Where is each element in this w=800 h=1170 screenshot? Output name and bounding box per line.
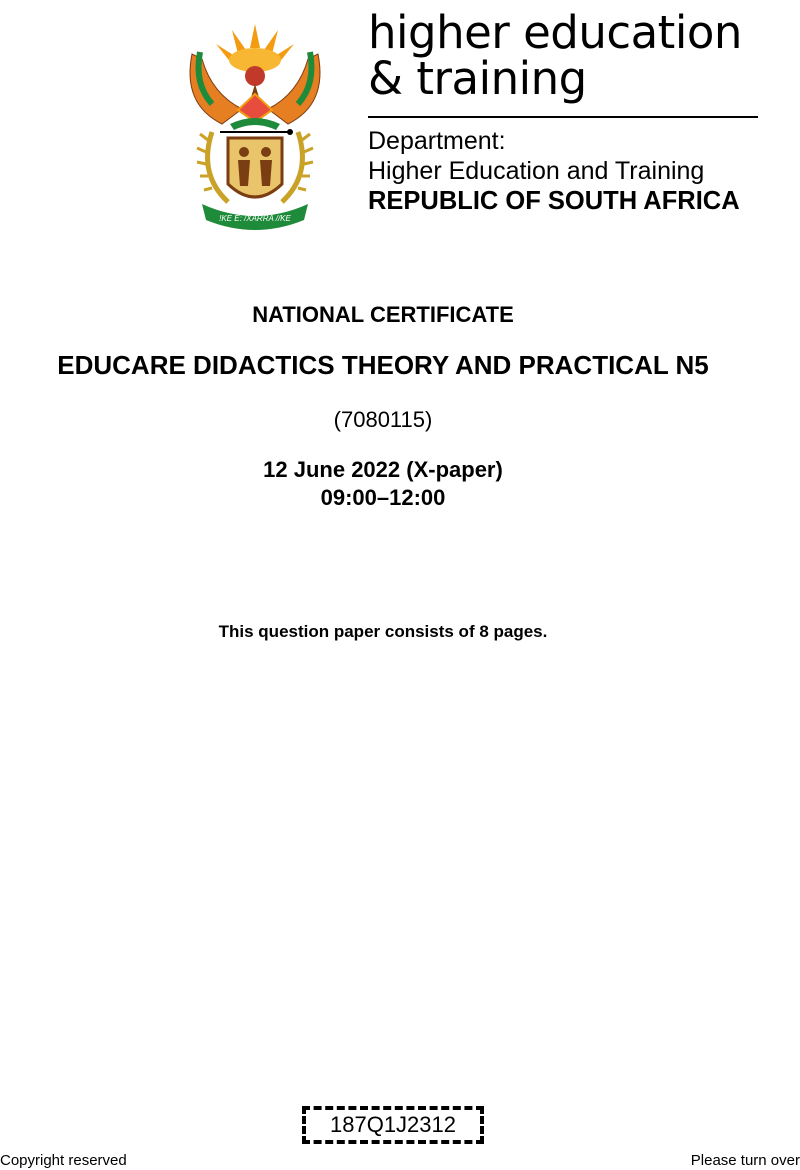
brand-line-1: higher education	[368, 6, 742, 59]
paper-code-box	[302, 1106, 484, 1144]
exam-datetime	[0, 456, 766, 512]
exam-time: 09:00–12:00	[320, 485, 446, 510]
department-label: Department:	[368, 127, 506, 155]
turn-over-note: Please turn over	[690, 1152, 800, 1169]
exam-date: 12 June 2022 (X-paper)	[263, 457, 503, 482]
brand-line-2: & training	[368, 52, 587, 105]
coat-of-arms-logo	[172, 14, 338, 230]
subject-title: EDUCARE DIDACTICS THEORY AND PRACTICAL N5	[57, 350, 709, 380]
copyright-note: Copyright reserved	[0, 1152, 127, 1169]
brand-wordmark	[368, 6, 768, 105]
department-name: Higher Education and Training	[368, 157, 705, 185]
sun-icon	[216, 24, 294, 72]
subject-code: (7080115)	[333, 407, 433, 432]
country-name: REPUBLIC OF SOUTH AFRICA	[368, 187, 740, 215]
header-divider	[368, 116, 758, 118]
coat-of-arms-motto: !KE E: /XARRA //KE	[219, 214, 291, 223]
department-block	[368, 126, 740, 216]
page-count-note: This question paper consists of 8 pages.	[218, 622, 548, 641]
certificate-title: NATIONAL CERTIFICATE	[252, 302, 514, 327]
paper-code: 187Q1J2312	[330, 1112, 456, 1137]
